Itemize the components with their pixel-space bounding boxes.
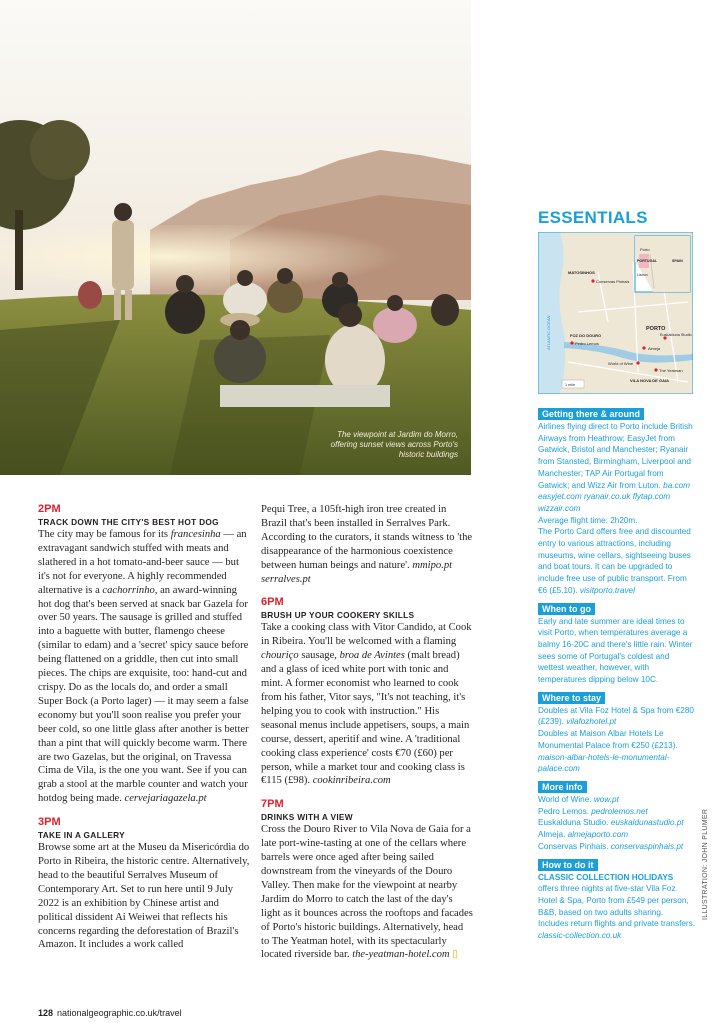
map-label: Porto bbox=[640, 247, 650, 252]
essentials-title: ESSENTIALS bbox=[538, 208, 648, 227]
map-label: Euskalduna Studio bbox=[660, 333, 692, 337]
body-gallery: Browse some art at the Museu da Misericórdia do Porto in Ribeira, the historic centre. Alternatively, head to the beautiful Serralves Museum of Contemporary Art. Set to run here until 9 July 2022 is an exhibition by Chinese artist and political dissident Ai Weiwei that reflects his concerns regarding the deforestation of Brazil's Amazon. It includes a work called bbox=[38, 842, 250, 951]
link-yeatman[interactable]: the-yeatman-hotel.com bbox=[352, 949, 450, 961]
link-conservas[interactable]: conservaspinhais.pt bbox=[610, 841, 684, 851]
heading-when-to-go: When to go bbox=[538, 603, 595, 615]
article-column-1 bbox=[38, 503, 252, 962]
heading-more-info: More info bbox=[538, 781, 587, 793]
map-label: Pedro Lemos bbox=[575, 341, 599, 346]
page-number: 128 bbox=[38, 1008, 54, 1018]
more-info-list: World of Wine. wow.pt Pedro Lemos. pedrolemos.net Euskalduna Studio. euskaldunastudio.pt Almeja. almejaporto.com Conservas Pinhais. conservaspinhais.pt bbox=[538, 794, 684, 851]
map-label: Lisbon bbox=[637, 273, 648, 277]
getting-there-text: Airlines flying direct to Porto include British Airways from Heathrow; EasyJet from Gatwick, Bristol and Manchester; Ryanair from Stansted, Birmingham, Liverpool and Manchester; TAP Air Portugal from Gatwick; and Wizz Air from Luton. ba.com easyjet.com ryanair.co.uk flytap.com wizzair.com Average flight time: 2h20m. The Porto Card offers free and discounted entry to various attractions, including museums, wine cellars, sightseeing buses and boat tours. It can be upgraded to include free use of public transport. From €6 (£5.10). visitporto.travel bbox=[538, 422, 693, 595]
link-pedrolemos[interactable]: pedrolemos.net bbox=[591, 806, 648, 816]
heading-gallery: TAKE IN A GALLERY bbox=[38, 830, 125, 841]
body-hot-dog: The city may be famous for its francesinha — an extravagant sandwich stuffed with meats and slathered in a hot tomato-and-beer sauce — but it's not for everyone. A highly recommended alternative is a cachorrinho, an award-winning hot dog that's been served at snack bar Gazela for over 50 years. The sausage is grilled and stuffed into a baguette with butter, flamengo cheese (similar to edam) and a 'secret' spicy sauce before being flattened on a griddle, then cut into small pieces. The chips are exquisite, too: hand-cut and crispy. Do as the locals do, and order a small Super Bock (a Porto lager) — it may seem a false economy but you'll soon realise you prefer your beer cold, so one little glass after another is better than a pint that will quickly become warm. There are two Gazelas, but the original, on Travessa Cima de Vila, is the one you want. See if you can grab a stool at the marble counter and watch your hotdog being made. cervejariagazela.pt bbox=[38, 529, 249, 805]
link-cookinribeira[interactable]: cookinribeira.com bbox=[312, 775, 391, 787]
time-7pm: 7PM bbox=[261, 798, 284, 811]
map-label: FOZ DO DOURO bbox=[570, 333, 602, 338]
map-label: VILA NOVA DE GAIA bbox=[630, 378, 669, 383]
map-label: SPAIN bbox=[672, 259, 683, 263]
map-label: Conservas Pinhais bbox=[596, 279, 630, 284]
porto-map bbox=[538, 232, 693, 394]
end-mark-icon: ▯ bbox=[452, 949, 459, 961]
essentials-sidebar bbox=[538, 408, 695, 948]
how-to-do-it-text: CLASSIC COLLECTION HOLIDAYS offers three nights at five-star Vila Foz Hotel & Spa, Porto from £549 per person, B&B, based on two adults sharing. Includes return flights and private transfers. classic-collection.co.uk bbox=[538, 872, 696, 941]
footer-site[interactable]: nationalgeographic.co.uk/travel bbox=[57, 1008, 182, 1018]
time-3pm: 3PM bbox=[38, 816, 61, 829]
photo-caption: The viewpoint at Jardim do Morro, offering sunset views across Porto's historic buildings bbox=[330, 430, 458, 459]
page-footer bbox=[38, 1008, 182, 1018]
link-vilafoz[interactable]: vilafozhotel.pt bbox=[566, 717, 617, 727]
hero-photo bbox=[0, 0, 471, 475]
heading-cookery: BRUSH UP YOUR COOKERY SKILLS bbox=[261, 610, 415, 621]
map-label: ATLANTIC OCEAN bbox=[546, 315, 551, 350]
link-serralves[interactable]: mmipo.pt serralves.pt bbox=[261, 559, 453, 585]
map-label: 1 mile bbox=[565, 383, 576, 387]
time-6pm: 6PM bbox=[261, 596, 284, 609]
link-visitporto[interactable]: visitporto.travel bbox=[579, 585, 635, 595]
link-classic-collection[interactable]: classic-collection.co.uk bbox=[538, 931, 622, 941]
where-to-stay-text: Doubles at Vila Foz Hotel & Spa from €280 (£239). vilafozhotel.pt Doubles at Maison Albar Hotels Le Monumental Palace from €250 (£213). maison-albar-hotels-le-monumental-palace.com bbox=[538, 705, 694, 774]
heading-drinks: DRINKS WITH A VIEW bbox=[261, 812, 353, 823]
link-wow[interactable]: wow.pt bbox=[593, 794, 619, 804]
body-gallery-cont: Pequi Tree, a 105ft-high iron tree created in Brazil that's been installed in Serralves Park. According to the curators, it stands witness to 'the disappearance of the harmonious coexistence between human beings and nature'. mmipo.pt serralves.pt bbox=[261, 504, 473, 585]
map-label: World of Wine bbox=[608, 361, 634, 366]
illustration-credit: ILLUSTRATION: JOHN PLUMER bbox=[702, 808, 709, 920]
link-gazela[interactable]: cervejariagazela.pt bbox=[124, 793, 207, 805]
map-label: MATOSINHOS bbox=[568, 270, 595, 275]
heading-where-to-stay: Where to stay bbox=[538, 692, 605, 704]
heading-getting-there: Getting there & around bbox=[538, 408, 644, 420]
link-euskalduna[interactable]: euskaldunastudio.pt bbox=[610, 818, 684, 828]
heading-hot-dog: TRACK DOWN THE CITY'S BEST HOT DOG bbox=[38, 517, 219, 527]
link-almeja[interactable]: almejaporto.com bbox=[567, 830, 629, 840]
heading-how-to-do-it: How to do it bbox=[538, 859, 598, 871]
link-maison-albar[interactable]: maison-albar-hotels-le-monumental-palace.com bbox=[538, 752, 670, 774]
airline-links[interactable]: ba.com easyjet.com ryanair.co.uk flytap.com wizzair.com bbox=[538, 480, 690, 513]
map-label: PORTO bbox=[646, 326, 666, 332]
map-label: Almeja bbox=[648, 346, 661, 351]
body-drinks: Cross the Douro River to Vila Nova de Gaia for a late port-wine-tasting at one of the cellars where barrels were once aged after being sailed downstream from the vineyards of the Douro Valley. Then make for the viewpoint at nearby Jardim do Morro to catch the last of the day's light as it bounces across the rooftops and facades of Porto's historic buildings. Alternatively, head to The Yeatman hotel, with its spectacularly located riverside bar. the-yeatman-hotel.com ▯ bbox=[261, 824, 473, 961]
when-to-go-text: Early and late summer are ideal times to visit Porto, when temperatures average a balmy 16-20C and there's little rain. Winter sees some of Portugal's coldest and wettest weather, however, with temperatures dipping below 10C. bbox=[538, 616, 693, 685]
map-label: The Yeatman bbox=[659, 368, 683, 373]
map-label: PORTUGAL bbox=[637, 259, 658, 263]
article-column-2 bbox=[261, 503, 473, 972]
time-2pm: 2PM bbox=[38, 503, 61, 515]
body-cookery: Take a cooking class with Vitor Candido, at Cook in Ribeira. You'll be welcomed with a flaming chouriço sausage, broa de Avintes (malt bread) and a glass of iced white port with tonic and mint. A former economist who learned to cook from his father, Vitor says, "It's not teaching, it's helping you to cook with instruction." His seasonal menus include appetisers, soups, a main course, dessert, aperitif and wine. A 'traditional cooking class experience' costs €70 (£60) per person, while a market tour and cooking class is €115 (£98). cookinribeira.com bbox=[261, 622, 472, 787]
